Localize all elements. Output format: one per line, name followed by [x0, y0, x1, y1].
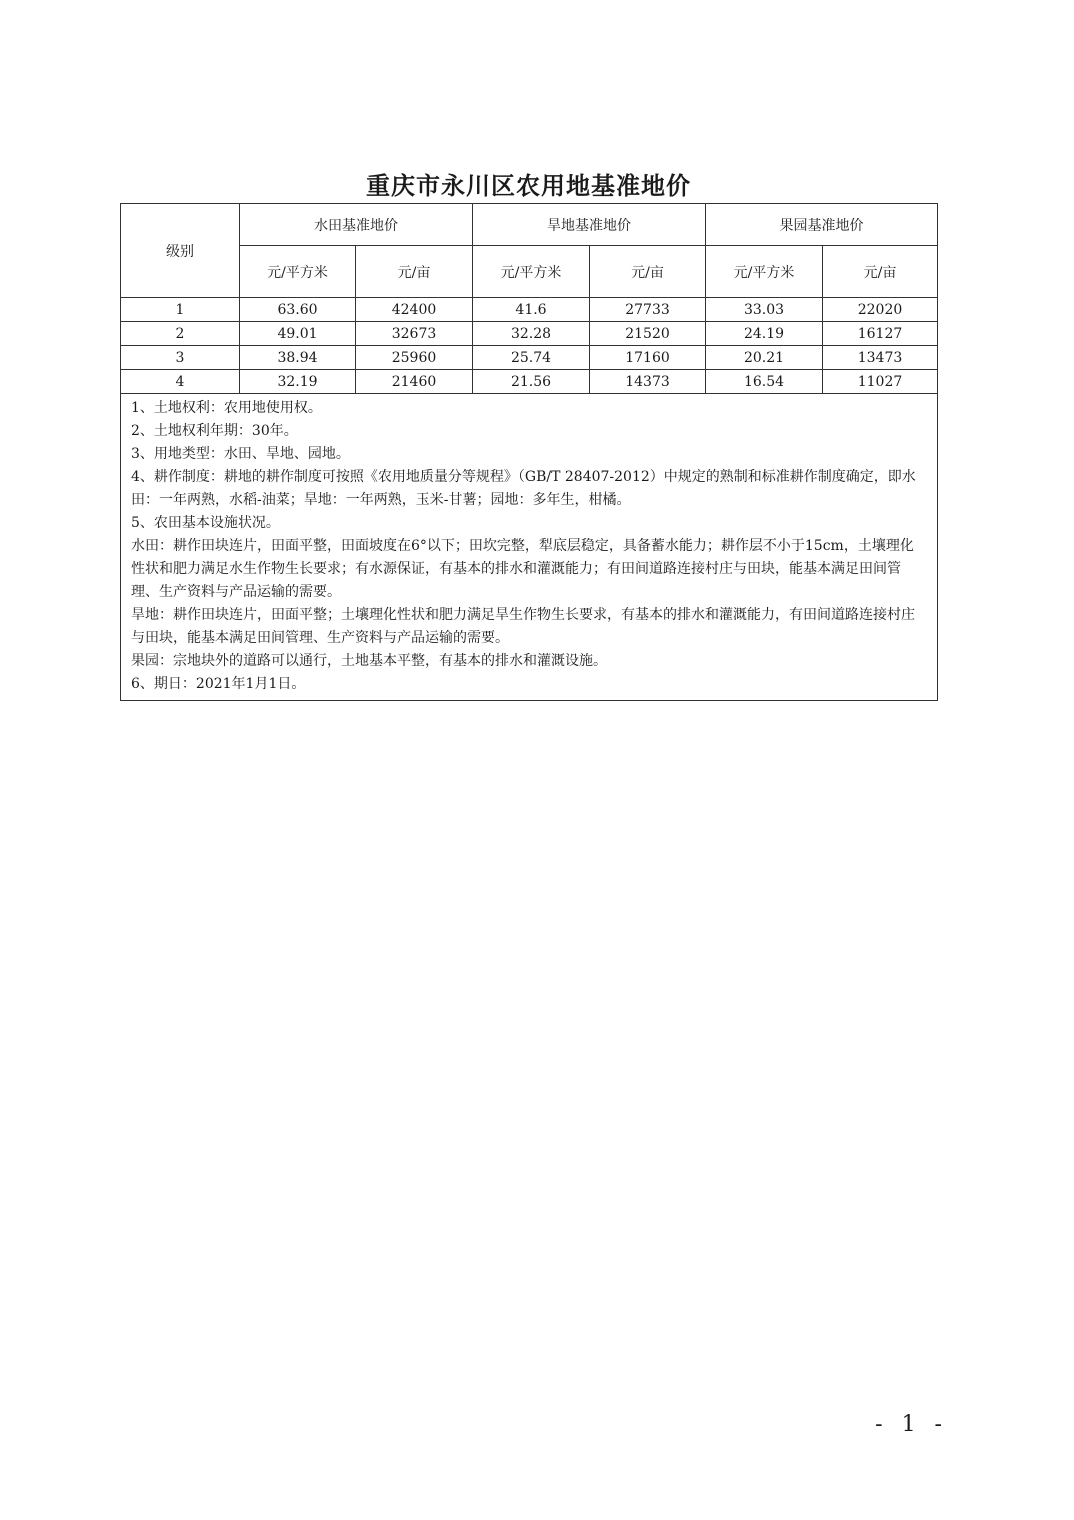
table-cell: 25960: [356, 346, 473, 370]
notes-cell: [121, 394, 938, 701]
note-valuation-date: 6、期日：2021年1月1日。: [131, 676, 306, 692]
table-cell: 41.6: [473, 298, 590, 322]
unit-header: 元/亩: [590, 246, 706, 298]
table-cell: 32.19: [240, 370, 356, 394]
table-cell: 42400: [356, 298, 473, 322]
table-cell: 49.01: [240, 322, 356, 346]
unit-header: 元/平方米: [240, 246, 356, 298]
page-number: - 1 -: [875, 1412, 948, 1437]
document-title: 重庆市永川区农用地基准地价: [366, 171, 691, 200]
notes-row: [121, 394, 938, 701]
paddy-field-header: 水田基准地价: [240, 204, 473, 246]
grade-header: 级别: [121, 204, 240, 298]
dry-land-header: 旱地基准地价: [473, 204, 706, 246]
table-row: [121, 346, 938, 370]
table-header-row-units: [121, 246, 938, 298]
table-cell: 16.54: [706, 370, 823, 394]
table-cell: 25.74: [473, 346, 590, 370]
note-dry-land: 旱地：耕作田块连片，田面平整；土壤理化性状和肥力满足旱生作物生长要求，有基本的排水和灌溉能力，有田间道路连接村庄与田块，能基本满足田间管理、生产资料与产品运输的需要。: [131, 607, 915, 646]
grade-cell: 1: [121, 298, 240, 322]
note-orchard: 果园：宗地块外的道路可以通行，土地基本平整，有基本的排水和灌溉设施。: [131, 653, 607, 669]
note-land-type: 3、用地类型：水田、旱地、园地。: [131, 446, 350, 462]
grade-cell: 2: [121, 322, 240, 346]
table-cell: 24.19: [706, 322, 823, 346]
table-cell: 32.28: [473, 322, 590, 346]
table-cell: 33.03: [706, 298, 823, 322]
note-paddy-field: 水田：耕作田块连片，田面平整，田面坡度在6°以下；田坎完整，犁底层稳定，具备蓄水能力；耕作层不小于15cm，土壤理化性状和肥力满足水生作物生长要求；有水源保证，有基本的排水和灌溉能力；有田间道路连接村庄与田块，能基本满足田间管理、生产资料与产品运输的需要。: [131, 538, 914, 600]
grade-cell: 3: [121, 346, 240, 370]
table-row: [121, 298, 938, 322]
table-cell: 21.56: [473, 370, 590, 394]
note-land-right: 1、土地权利：农用地使用权。: [131, 400, 322, 416]
unit-header: 元/平方米: [706, 246, 823, 298]
table-cell: 11027: [823, 370, 938, 394]
unit-header: 元/平方米: [473, 246, 590, 298]
table-cell: 63.60: [240, 298, 356, 322]
unit-header: 元/亩: [823, 246, 938, 298]
table-cell: 13473: [823, 346, 938, 370]
table-cell: 27733: [590, 298, 706, 322]
table-cell: 38.94: [240, 346, 356, 370]
table-header-row-groups: [121, 204, 938, 246]
table-cell: 32673: [356, 322, 473, 346]
table-cell: 21460: [356, 370, 473, 394]
table-cell: 21520: [590, 322, 706, 346]
note-land-term: 2、土地权利年期：30年。: [131, 423, 298, 439]
note-farming-system: 4、耕作制度：耕地的耕作制度可按照《农用地质量分等规程》（GB/T 28407-2012）中规定的熟制和标准耕作制度确定，即水田：一年两熟，水稻-油菜；旱地：一年两熟，玉米-甘薯；园地：多年生，柑橘。: [131, 469, 916, 508]
table-cell: 22020: [823, 298, 938, 322]
orchard-header: 果园基准地价: [706, 204, 938, 246]
table-cell: 16127: [823, 322, 938, 346]
table-cell: 14373: [590, 370, 706, 394]
table-row: [121, 322, 938, 346]
grade-cell: 4: [121, 370, 240, 394]
unit-header: 元/亩: [356, 246, 473, 298]
note-infrastructure: 5、农田基本设施状况。: [131, 515, 280, 531]
benchmark-price-table: [120, 203, 938, 701]
table-cell: 17160: [590, 346, 706, 370]
table-row: [121, 370, 938, 394]
table-cell: 20.21: [706, 346, 823, 370]
